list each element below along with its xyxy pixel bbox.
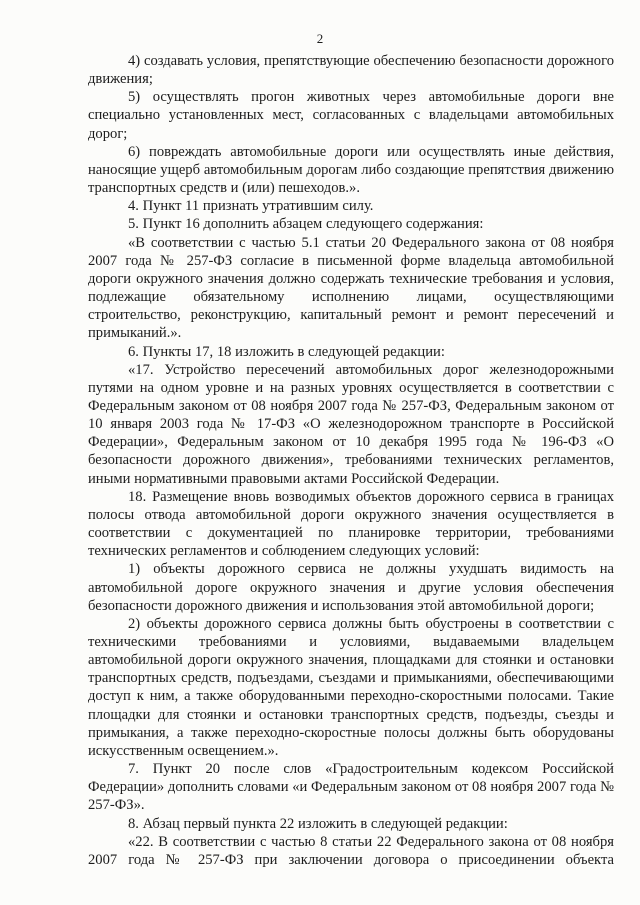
paragraph-condition-1: 1) объекты дорожного сервиса не должны ухудшать видимость на автомобильной дороге окружного значения и другие условия обеспечения безопасности дорожного движения и использования этой автомобильной дороги; bbox=[88, 561, 614, 614]
paragraph-point-6: 6. Пункты 17, 18 изложить в следующей редакции: bbox=[128, 343, 445, 360]
paragraph-item-6: 6) повреждать автомобильные дороги или осуществлять иные действия, наносящие ущерб автомобильным дорогам либо создающие препятствия движению транспортных средств и (или) пешеходов.». bbox=[88, 143, 614, 197]
paragraph-condition-2: 2) объекты дорожного сервиса должны быть обустроены в соответствии с техническими требованиями и условиями, выдаваемыми владельцем автомобильной дороги окружного значения, площадками для стоянки и остановки транспортных средств, подъездами, съездами и примыканиями, обеспечивающими доступ к ним, а также оборудованными переходно-скоростными полосами. Такие площадки для стоянки и остановки транспортных средств, подъезды, съезды и примыкания, а также переходно-скоростные полосы должны быть оборудованы искусственным освещением.». bbox=[88, 615, 614, 759]
page-number: 2 bbox=[316, 31, 324, 46]
paragraph-item-4: 4) создавать условия, препятствующие обеспечению безопасности дорожного движения; bbox=[88, 53, 614, 88]
paragraph-point-4: 4. Пункт 11 признать утратившим силу. bbox=[128, 198, 374, 215]
paragraph-point-5: 5. Пункт 16 дополнить абзацем следующего содержания: bbox=[128, 216, 484, 233]
paragraph-point-8: 8. Абзац первый пункта 22 изложить в следующей редакции: bbox=[128, 815, 508, 832]
paragraph-clause-17: «17. Устройство пересечений автомобильных дорог железнодорожными путями на одном уровне и на разных уровнях осуществляется в соответствии с Федеральным законом от 08 ноября 2007 года № 257-ФЗ, Федеральным законом от 10 января 2003 года № 17-ФЗ «О железнодорожном транспорте в Российской Федерации», Федеральным законом от 10 декабря 1995 года № 196-ФЗ «О безопасности дорожного движения», требованиями технических регламентов, иными нормативными правовыми актами Российской Федерации. bbox=[88, 361, 614, 487]
paragraph-clause-18: 18. Размещение вновь возводимых объектов дорожного сервиса в границах полосы отвода автомобильной дороги окружного значения осуществляется в соответствии с документацией по планировке территории, требованиями технических регламентов и соблюдением следующих условий: bbox=[88, 488, 614, 560]
paragraph-point-7: 7. Пункт 20 после слов «Градостроительным кодексом Российской Федерации» дополнить словами «и Федеральным законом от 08 ноября 2007 года № 257-ФЗ». bbox=[88, 761, 614, 814]
paragraph-quote-16: «В соответствии с частью 5.1 статьи 20 Федерального закона от 08 ноября 2007 года № 257-ФЗ согласие в письменной форме владельца автомобильной дороги окружного значения должно содержать технические требования и условия, подлежащие обязательному исполнению лицами, осуществляющими строительство, реконструкцию, капитальный ремонт и ремонт пересечений и примыканий.». bbox=[88, 234, 614, 342]
paragraph-clause-22: «22. В соответствии с частью 8 статьи 22 Федерального закона от 08 ноября 2007 года № 257-ФЗ при заключении договора о присоединении объекта bbox=[88, 833, 614, 868]
document-body bbox=[88, 52, 614, 869]
paragraph-item-5: 5) осуществлять прогон животных через автомобильные дороги вне специально установленных мест, согласованных с владельцами автомобильных дорог; bbox=[88, 89, 614, 142]
